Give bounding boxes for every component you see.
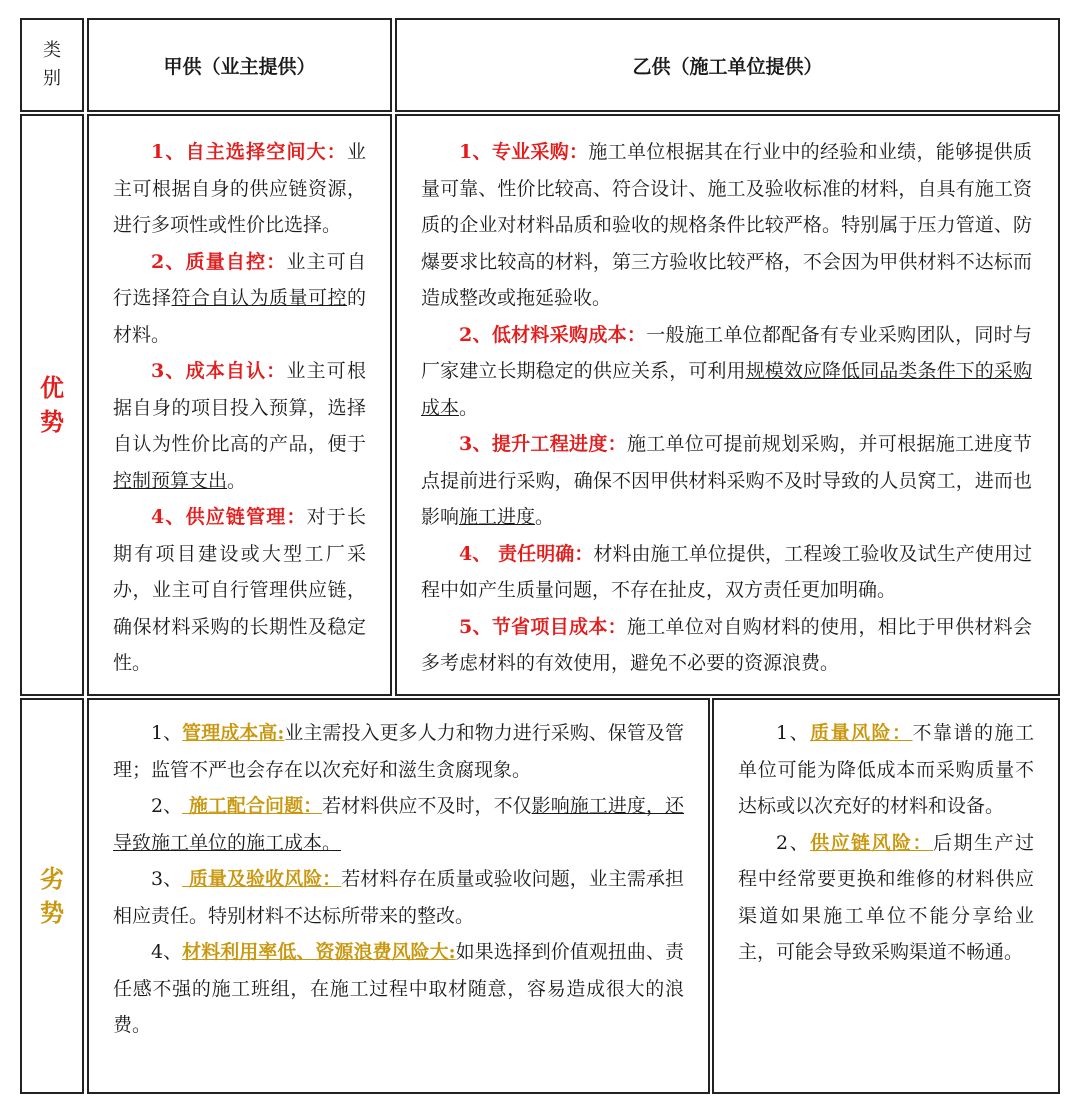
- disadvantage-text: 后期生产过程中经常要更换和维修的材料供应渠道如果施工单位不能分享给业主，可能会导致采购渠道不畅通。: [738, 831, 1034, 963]
- advantage-title: 4、供应链管理：: [151, 506, 307, 528]
- disadvantage-text: 业主需投入更多人力和物力进行采购、保管及管理；监管不严也会存在以次充好和滋生贪腐现象。: [113, 722, 684, 781]
- disadvantage-item: [113, 934, 684, 1044]
- row-label-char: 势: [40, 407, 64, 436]
- advantage-text: 施工单位对自购材料的使用，相比于甲供材料会多考虑材料的有效使用，避免不必要的资源浪费。: [421, 615, 1032, 674]
- advantage-title: 1、专业采购：: [459, 141, 589, 163]
- disadvantages-yi-cell: [712, 698, 1060, 1094]
- advantage-item: [421, 426, 1032, 536]
- header-yi-title: 乙供（施工单位提供）: [632, 55, 823, 78]
- disadvantage-item: [738, 825, 1034, 971]
- disadvantage-title: 质量风险：: [810, 722, 913, 744]
- header-jia-title: 甲供（业主提供）: [163, 55, 316, 78]
- advantage-underlined: 施工进度: [459, 506, 536, 528]
- advantage-tail: 。: [227, 469, 247, 492]
- header-category-cell: [20, 18, 84, 112]
- advantage-text: 业主可根据自身的项目投入预算，选择自认为性价比高的产品，便于: [113, 360, 366, 455]
- disadvantage-title: 供应链风险：: [810, 831, 934, 854]
- disadvantage-text: 不靠谱的施工单位可能为降低成本而采购质量不达标或以次充好的材料和设备。: [738, 722, 1034, 817]
- advantage-item: [113, 134, 366, 244]
- disadvantage-text: 若材料存在质量或验收问题，业主需承担相应责任。特别材料不达标所带来的整改。: [113, 868, 684, 927]
- advantage-title: 5、节省项目成本：: [459, 615, 627, 638]
- disadvantages-jia-cell: [87, 698, 710, 1094]
- row-label-char: 势: [40, 898, 64, 927]
- advantage-text: 施工单位根据其在行业中的经验和业绩，能够提供质量可靠、性价比较高、符合设计、施工及验收标准的材料，自具有施工资质的企业对材料品质和验收的规格条件比较严格。特别属于压力管道、防爆要求比较高的材料，第三方验收比较严格，不会因为甲供材料不达标而造成整改或拖延验收。: [421, 141, 1032, 309]
- advantage-item: [421, 609, 1032, 682]
- advantage-item: [113, 353, 366, 499]
- disadvantage-title: 质量及验收风险：: [182, 868, 342, 890]
- advantage-text: 业主可自行选择: [113, 250, 366, 309]
- advantages-jia-cell: [87, 114, 392, 696]
- row-label-char: 优: [40, 373, 64, 402]
- disadvantage-item: [113, 861, 684, 934]
- disadvantage-title: 材料利用率低、资源浪费风险大:: [182, 941, 456, 963]
- disadvantage-num: 2、: [151, 795, 183, 817]
- advantage-item: [113, 499, 366, 682]
- advantage-title: 1、自主选择空间大：: [151, 141, 347, 163]
- advantage-underlined: 符合自认为质量可控: [171, 287, 347, 309]
- advantage-title: 3、成本自认：: [151, 360, 287, 382]
- disadvantage-num: 2、: [776, 831, 811, 854]
- advantage-tail: 。: [535, 506, 555, 528]
- advantage-title: 4、 责任明确：: [459, 542, 594, 565]
- disadvantage-num: 4、: [151, 941, 183, 963]
- disadvantage-item: [113, 788, 684, 861]
- disadvantage-item: [738, 715, 1034, 825]
- advantage-text: 施工单位可提前规划采购，并可根据施工进度节点提前进行采购，确保不因甲供材料采购不及时导致的人员窝工，进而也影响: [421, 433, 1032, 528]
- advantage-text: 业主可根据自身的供应链资源，进行多项性或性价比选择。: [113, 141, 366, 236]
- disadvantage-text: 如果选择到价值观扭曲、责任感不强的施工班组，在施工过程中取材随意，容易造成很大的浪费。: [113, 941, 684, 1036]
- advantage-title: 3、提升工程进度：: [459, 433, 627, 455]
- advantage-underlined: 控制预算支出: [113, 469, 228, 492]
- disadvantage-item: [113, 715, 684, 788]
- advantage-underlined: 规模效应降低同品类条件下的采购成本: [421, 360, 1032, 419]
- header-category-char: 类: [43, 40, 61, 61]
- disadvantage-num: 3、: [151, 868, 183, 890]
- advantage-item: [421, 536, 1032, 609]
- disadvantage-title: 管理成本高:: [182, 722, 285, 744]
- disadvantage-title: 施工配合问题：: [182, 795, 323, 817]
- advantage-title: 2、质量自控：: [151, 250, 287, 273]
- advantages-yi-cell: [395, 114, 1060, 696]
- disadvantage-num: 1、: [151, 722, 183, 744]
- disadvantage-text: 若材料供应不及时，不仅: [322, 795, 532, 817]
- advantage-text: 对于长期有项目建设或大型工厂采办，业主可自行管理供应链，确保材料采购的长期性及稳定性。: [113, 506, 366, 674]
- row-label-disadvantages: [20, 698, 84, 1094]
- advantage-tail: 。: [459, 396, 479, 419]
- disadvantage-underlined: 影响施工进度，还导致施工单位的施工成本。: [113, 795, 684, 854]
- header-category-char: 别: [43, 68, 61, 89]
- row-label-char: 劣: [40, 864, 64, 893]
- advantage-item: [421, 134, 1032, 317]
- row-label-advantages: [20, 114, 84, 696]
- advantage-tail: 的材料。: [113, 287, 366, 346]
- header-jia-cell: [87, 18, 392, 112]
- disadvantage-num: 1、: [776, 722, 811, 744]
- advantage-item: [113, 244, 366, 354]
- advantage-text: 一般施工单位都配备有专业采购团队，同时与厂家建立长期稳定的供应关系，可利用: [421, 323, 1032, 382]
- advantage-text: 材料由施工单位提供，工程竣工验收及试生产使用过程中如产生质量问题，不存在扯皮，双方责任更加明确。: [421, 542, 1032, 601]
- advantage-title: 2、低材料采购成本：: [459, 323, 647, 346]
- advantage-item: [421, 317, 1032, 427]
- header-yi-cell: [395, 18, 1060, 112]
